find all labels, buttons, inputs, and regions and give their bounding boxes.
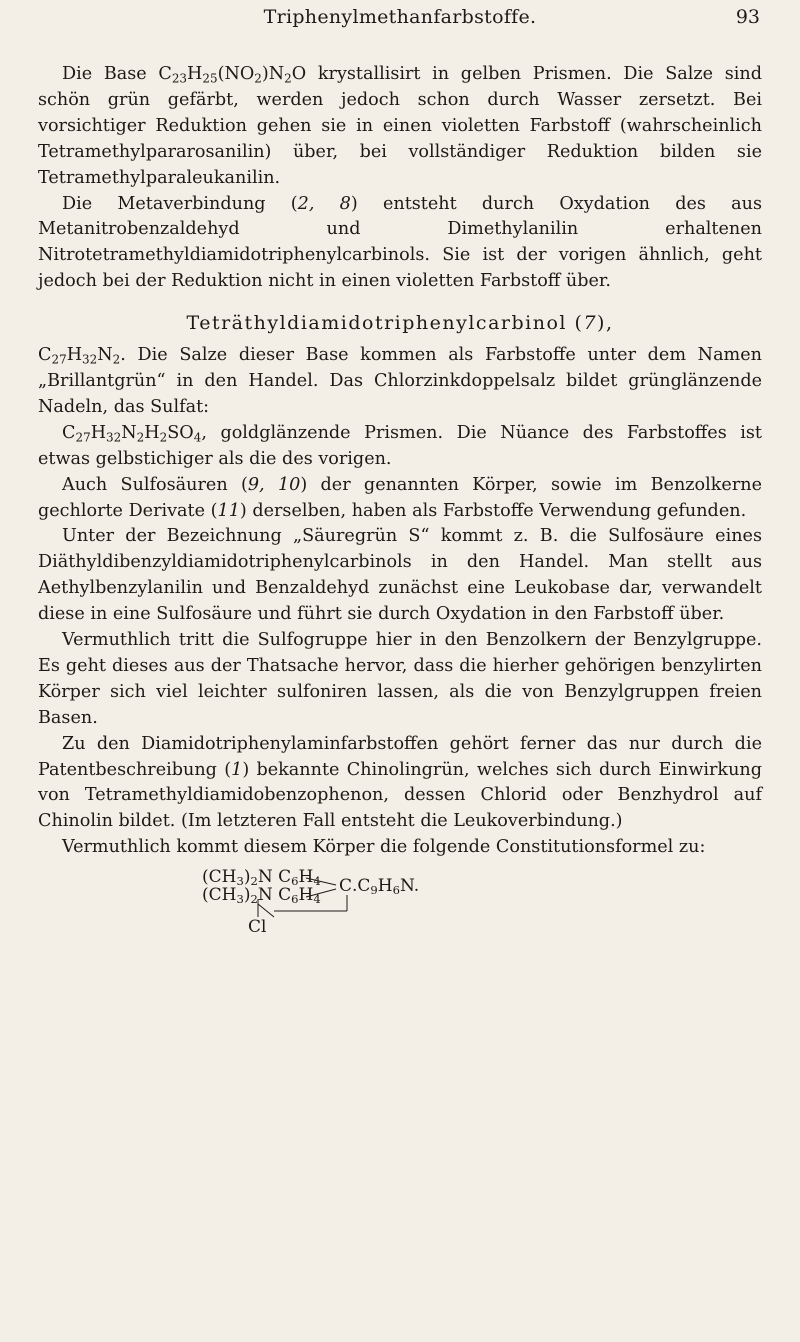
- page-number: 93: [735, 6, 760, 28]
- body-text: [38, 62, 762, 947]
- reference-citation: 9, 10: [247, 474, 301, 495]
- formula-chlorine: Cl: [248, 917, 267, 938]
- structural-formula: [202, 867, 522, 947]
- formula-dimethylaminophenyl-top: $(CH_3)_2N$ $C_6H_4$: [202, 867, 321, 889]
- reference-citation: 11: [217, 500, 240, 521]
- formula-central-carbon: C: [339, 876, 353, 897]
- paragraph-sulfo-group: Vermuthlich tritt die Sulfogruppe hier in den Benzolkern der Benzylgruppe. Es geht dieses aus der Thatsache hervor, dass die hierher gehörigen benzylirten Körper sich viel leichter sulfoniren lassen, als die von Benzylgruppen freien Basen.: [38, 630, 762, 728]
- reference-citation: 2, 8: [297, 193, 351, 214]
- section-heading: Teträthyldiamidotriphenylcarbinol (7),: [186, 312, 614, 335]
- paragraph-acid-green: Unter der Bezeichnung „Säuregrün S“ kommt z. B. die Sulfosäure eines Diäthyldibenzyldiamidotriphenylcarbinols in den Handel. Man stellt aus Aethylbenzylanilin und Benzaldehyd zunächst eine Leukobase dar, verwandelt diese in eine Sulfosäure und führt sie durch Oxydation in den Farbstoff über.: [38, 526, 762, 625]
- formula-dimethylaminophenyl-bottom: $(CH_3)_2N$ $C_6H_4$: [202, 885, 321, 907]
- paragraph-sulfonic-acids: Auch Sulfosäuren (9, 10) der genannten Körper, sowie im Benzolkerne gechlorte Derivate (11) derselben, haben als Farbstoffe Verwendung gefunden.: [38, 474, 762, 521]
- paragraph-brilliant-green: $C_{27}H_{32}N_2$. Die Salze dieser Base kommen als Farbstoffe unter dem Namen „Brillantgrün“ in den Handel. Das Chlorzinkdoppelsalz bildet grünglänzende Nadeln, das Sulfat:: [38, 345, 762, 417]
- formula-quinoline-group: $.C_9H_6N$.: [352, 876, 420, 898]
- reference-citation: 7: [583, 312, 598, 335]
- paragraph-quinoline-green: Zu den Diamidotriphenylaminfarbstoffen gehört ferner das nur durch die Patentbeschreibung (1) bekannte Chinolingrün, welches sich durch Einwirkung von Tetramethyldiamidobenzophenon, dessen Chlorid oder Benzhydrol auf Chinolin bildet. (Im letzteren Fall entsteht die Leukoverbindung.): [38, 733, 762, 832]
- reference-citation: 1: [231, 759, 243, 780]
- running-head: [0, 6, 800, 36]
- paragraph-base-salts: Die Base $C_{23}H_{25}(NO_2)N_2O$ krystallisirt in gelben Prismen. Die Salze sind schön grün gefärbt, werden jedoch schon durch Wasser zersetzt. Bei vorsichtiger Reduktion gehen sie in einen violetten Farbstoff (wahrscheinlich Tetramethylpararosanilin) über, bei vollständiger Reduktion bilden sie Tetramethylparaleukanilin.: [38, 64, 762, 188]
- paragraph-sulfate: $C_{27}H_{32}N_2H_2SO_4$, goldglänzende Prismen. Die Nüance des Farbstoffes ist etwas gelbstichiger als die des vorigen.: [38, 422, 762, 469]
- paragraph-constitution: Vermuthlich kommt diesem Körper die folgende Constitutionsformel zu:: [62, 837, 706, 858]
- running-title: Triphenylmethanfarbstoffe.: [263, 6, 537, 28]
- paragraph-meta-compound: Die Metaverbindung (2, 8) entsteht durch Oxydation des aus Metanitrobenzaldehyd und Dimethylanilin erhaltenen Nitrotetramethyldiamidotriphenylcarbinols. Sie ist der vorigen ähnlich, geht jedoch bei der Reduktion nicht in einen violetten Farbstoff über.: [38, 193, 763, 292]
